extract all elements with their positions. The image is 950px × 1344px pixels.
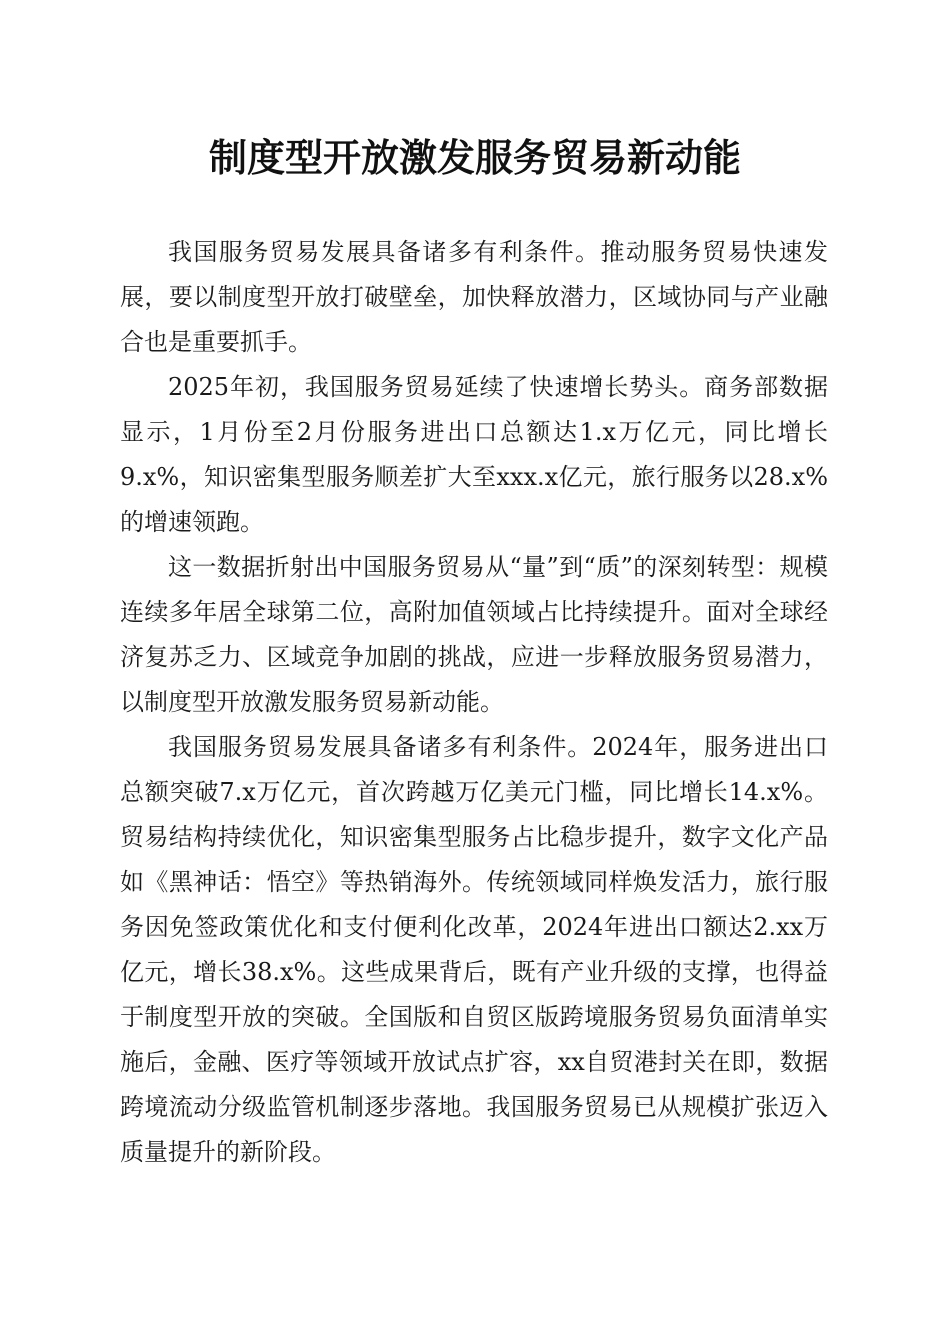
paragraph: 2025年初，我国服务贸易延续了快速增长势头。商务部数据显示，1月份至2月份服务进出口总额达1.x万亿元，同比增长9.x%，知识密集型服务顺差扩大至xxx.x亿元，旅行服务以28.x%的增速领跑。 [120, 373, 828, 536]
paragraph: 我国服务贸易发展具备诸多有利条件。2024年，服务进出口总额突破7.x万亿元，首次跨越万亿美元门槛，同比增长14.x%。贸易结构持续优化，知识密集型服务占比稳步提升，数字文化产品如《黑神话：悟空》等热销海外。传统领域同样焕发活力，旅行服务因免签政策优化和支付便利化改革，2024年进出口额达2.xx万亿元，增长38.x%。这些成果背后，既有产业升级的支撑，也得益于制度型开放的突破。全国版和自贸区版跨境服务贸易负面清单实施后，金融、医疗等领域开放试点扩容，xx自贸港封关在即，数据跨境流动分级监管机制逐步落地。我国服务贸易已从规模扩张迈入质量提升的新阶段。 [120, 733, 828, 1166]
paragraph: 这一数据折射出中国服务贸易从“量”到“质”的深刻转型：规模连续多年居全球第二位，高附加值领域占比持续提升。面对全球经济复苏乏力、区域竞争加剧的挑战，应进一步释放服务贸易潜力，以制度型开放激发服务贸易新动能。 [120, 553, 828, 716]
document-body [120, 230, 828, 1175]
paragraph: 我国服务贸易发展具备诸多有利条件。推动服务贸易快速发展，要以制度型开放打破壁垒，加快释放潜力，区域协同与产业融合也是重要抓手。 [120, 238, 828, 356]
document-title: 制度型开放激发服务贸易新动能 [208, 135, 741, 180]
